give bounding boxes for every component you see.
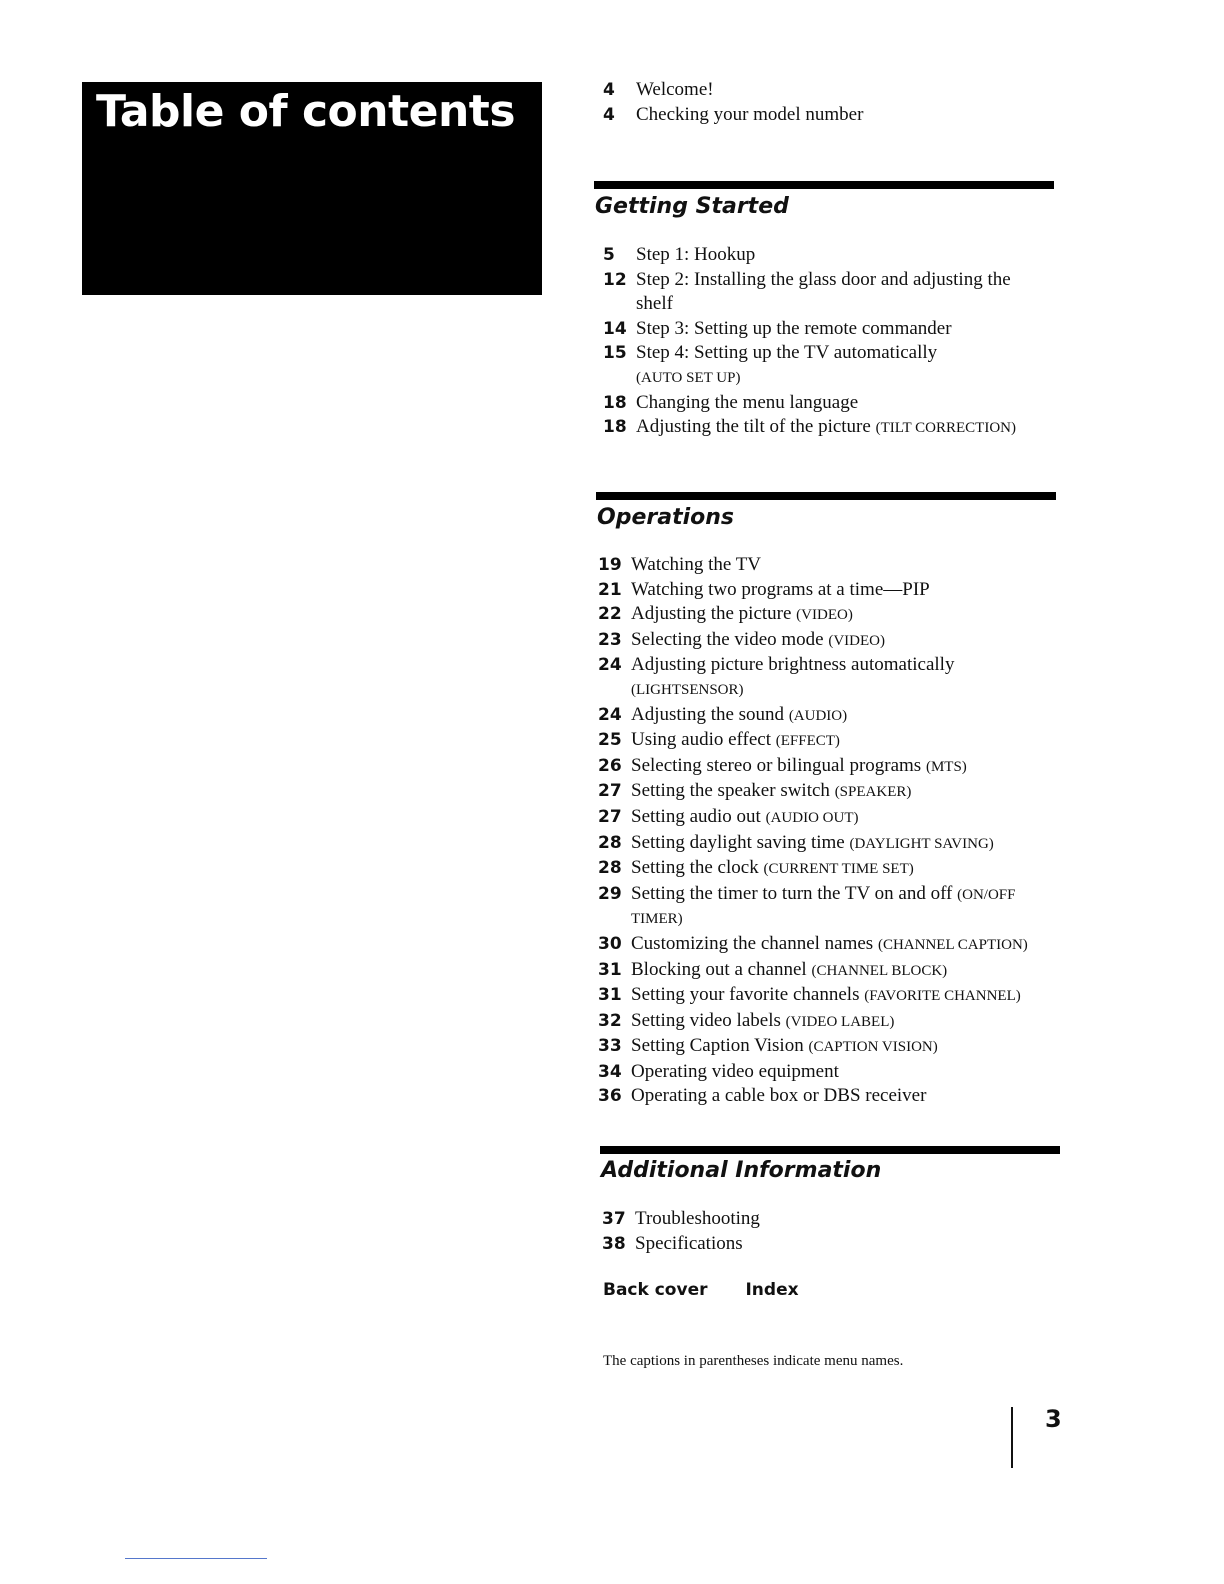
toc-entry-title: Changing the menu language <box>636 391 859 413</box>
toc-page-number: 34 <box>598 1061 622 1082</box>
toc-page-number: 32 <box>598 1010 622 1031</box>
toc-entry <box>598 779 1028 805</box>
toc-entry <box>598 553 1028 578</box>
toc-entry-title: Adjusting the sound <box>631 703 785 725</box>
toc-entry <box>598 1060 1028 1085</box>
toc-entry-title: Step 2: Installing the glass door and adjusting the <box>636 268 1011 290</box>
section-rule-operations <box>596 492 1056 500</box>
toc-entry <box>598 653 1028 702</box>
toc-page-number: 21 <box>598 579 622 600</box>
toc-entry-title: Specifications <box>635 1232 743 1254</box>
toc-page-number: 18 <box>603 417 627 438</box>
toc-page-number: 18 <box>603 392 627 413</box>
toc-page-number: 14 <box>603 318 627 339</box>
toc-entry <box>598 602 1028 628</box>
toc-entry-title: Setting your favorite channels <box>631 984 860 1006</box>
toc-entry-title: Setting daylight saving time <box>631 831 845 853</box>
toc-entry-title: Troubleshooting <box>635 1208 760 1229</box>
toc-entry-title: Customizing the channel names <box>631 932 874 954</box>
toc-page-number: 26 <box>598 755 622 776</box>
toc-entry <box>598 805 1028 831</box>
toc-entry <box>602 1232 760 1257</box>
toc-menu-name: (VIDEO LABEL) <box>785 1013 895 1030</box>
toc-page-number: 22 <box>598 604 622 625</box>
menu-caption-note: The captions in parentheses indicate menu names. <box>603 1353 904 1369</box>
toc-entry-title: Step 4: Setting up the TV automatically <box>636 342 938 364</box>
toc-entry <box>603 317 1016 342</box>
toc-menu-name: (AUDIO OUT) <box>765 809 859 826</box>
toc-entry-title: Setting Caption Vision <box>631 1035 804 1057</box>
toc-entry <box>598 628 1028 654</box>
toc-menu-name: (CHANNEL CAPTION) <box>877 936 1028 953</box>
toc-page-number: 12 <box>603 269 627 290</box>
operations-list <box>598 553 1028 1109</box>
toc-page-number: 25 <box>598 730 622 751</box>
back-cover-row <box>603 1280 799 1300</box>
toc-entry <box>598 1084 1028 1109</box>
toc-entry-title: Setting video labels <box>631 1009 781 1031</box>
toc-page-number: 27 <box>598 781 622 802</box>
toc-entry-title: Blocking out a channel <box>631 958 807 980</box>
toc-entry <box>603 341 1016 390</box>
toc-entry-title: Operating a cable box or DBS receiver <box>631 1085 927 1107</box>
toc-entry-title: Watching the TV <box>631 554 762 575</box>
toc-entry-continuation: shelf <box>636 293 673 315</box>
toc-menu-name: (ON/OFF <box>957 886 1016 903</box>
toc-entry-title: Setting the speaker switch <box>631 780 830 802</box>
toc-page-number: 28 <box>598 832 622 853</box>
toc-entry <box>598 1034 1028 1060</box>
toc-entry <box>598 983 1028 1009</box>
toc-page-number: 23 <box>598 629 622 650</box>
toc-menu-name: (CHANNEL BLOCK) <box>811 962 948 979</box>
toc-entry-title: Using audio effect <box>631 729 771 751</box>
toc-menu-name: (EFFECT) <box>775 733 840 750</box>
toc-entry <box>602 1207 760 1232</box>
toc-entry-title: Setting the timer to turn the TV on and off <box>631 882 953 904</box>
toc-entry-title: Adjusting the picture <box>631 603 792 625</box>
title-block <box>82 82 542 295</box>
toc-menu-name: (LIGHTSENSOR) <box>631 681 744 698</box>
toc-entry <box>598 882 1028 932</box>
toc-entry-title: Setting audio out <box>631 805 761 827</box>
toc-menu-name: (DAYLIGHT SAVING) <box>849 835 994 852</box>
toc-entry-title: Selecting stereo or bilingual programs <box>631 754 922 776</box>
toc-entry <box>603 243 1016 268</box>
toc-entry-title: Operating video equipment <box>631 1060 839 1082</box>
toc-entry <box>598 932 1028 958</box>
toc-entry-title: Step 1: Hookup <box>636 244 756 265</box>
toc-menu-name: (AUTO SET UP) <box>636 369 741 386</box>
toc-page-number: 5 <box>603 245 615 265</box>
toc-page-number: 37 <box>602 1209 626 1229</box>
toc-entry-title: Watching two programs at a time—PIP <box>631 578 930 600</box>
toc-entry <box>598 578 1028 603</box>
toc-entry <box>598 1009 1028 1035</box>
toc-page-number: 29 <box>598 883 622 904</box>
toc-page-number: 30 <box>598 933 622 954</box>
toc-entry-title: Welcome! <box>636 79 714 100</box>
page-number: 3 <box>1045 1405 1062 1433</box>
toc-page-number: 28 <box>598 858 622 879</box>
intro-list <box>603 78 863 127</box>
toc-page-number: 36 <box>598 1086 622 1107</box>
page-title: Table of contents <box>96 86 516 137</box>
toc-page-number: 31 <box>598 985 622 1006</box>
toc-entry <box>598 856 1028 882</box>
section-rule-additional-information <box>600 1146 1060 1154</box>
toc-entry <box>598 728 1028 754</box>
toc-entry <box>598 754 1028 780</box>
toc-menu-name: (MTS) <box>925 758 967 775</box>
toc-entry-title: Setting the clock <box>631 857 759 879</box>
toc-page-number: 24 <box>598 704 622 725</box>
additional-information-list <box>602 1207 760 1256</box>
toc-menu-name: (SPEAKER) <box>834 784 912 801</box>
section-heading-getting-started: Getting Started <box>595 194 789 219</box>
toc-entry-title: Checking your model number <box>636 103 864 125</box>
section-heading-operations: Operations <box>597 505 734 530</box>
page-number-rule <box>1011 1407 1013 1468</box>
section-rule-getting-started <box>594 181 1054 189</box>
toc-entry-title: Adjusting the tilt of the picture <box>636 416 871 438</box>
toc-entry <box>603 268 1016 317</box>
toc-page-number: 24 <box>598 655 622 676</box>
footer-line <box>125 1558 267 1559</box>
toc-page-number: 33 <box>598 1036 622 1057</box>
toc-page-number: 4 <box>603 104 615 125</box>
toc-page-number: 15 <box>603 343 627 364</box>
back-cover-label: Back cover <box>603 1280 708 1300</box>
toc-menu-name: (FAVORITE CHANNEL) <box>864 988 1021 1005</box>
toc-entry <box>598 831 1028 857</box>
toc-menu-name: (VIDEO) <box>796 607 853 624</box>
toc-menu-name: (CAPTION VISION) <box>808 1039 938 1056</box>
toc-menu-name: (CURRENT TIME SET) <box>763 861 914 878</box>
getting-started-list <box>603 243 1016 441</box>
toc-entry-title: Step 3: Setting up the remote commander <box>636 317 952 339</box>
toc-page-number: 4 <box>603 80 615 100</box>
toc-page-number: 38 <box>602 1233 626 1254</box>
toc-menu-name: (TILT CORRECTION) <box>875 420 1016 437</box>
toc-page-number: 27 <box>598 806 622 827</box>
toc-entry <box>603 391 1016 416</box>
toc-entry <box>598 703 1028 729</box>
toc-entry <box>603 415 1016 441</box>
toc-menu-name: (VIDEO) <box>828 632 885 649</box>
toc-menu-name: (AUDIO) <box>788 707 848 724</box>
toc-entry-title: Selecting the video mode <box>631 628 824 650</box>
index-label: Index <box>745 1280 799 1300</box>
toc-entry <box>603 103 863 128</box>
section-heading-additional-information: Additional Information <box>601 1158 882 1183</box>
toc-page-number: 31 <box>598 959 622 980</box>
toc-entry <box>598 958 1028 984</box>
toc-entry <box>603 78 863 103</box>
toc-page-number: 19 <box>598 555 622 575</box>
toc-menu-name: TIMER) <box>631 911 683 928</box>
toc-entry-title: Adjusting picture brightness automatically <box>631 654 955 676</box>
